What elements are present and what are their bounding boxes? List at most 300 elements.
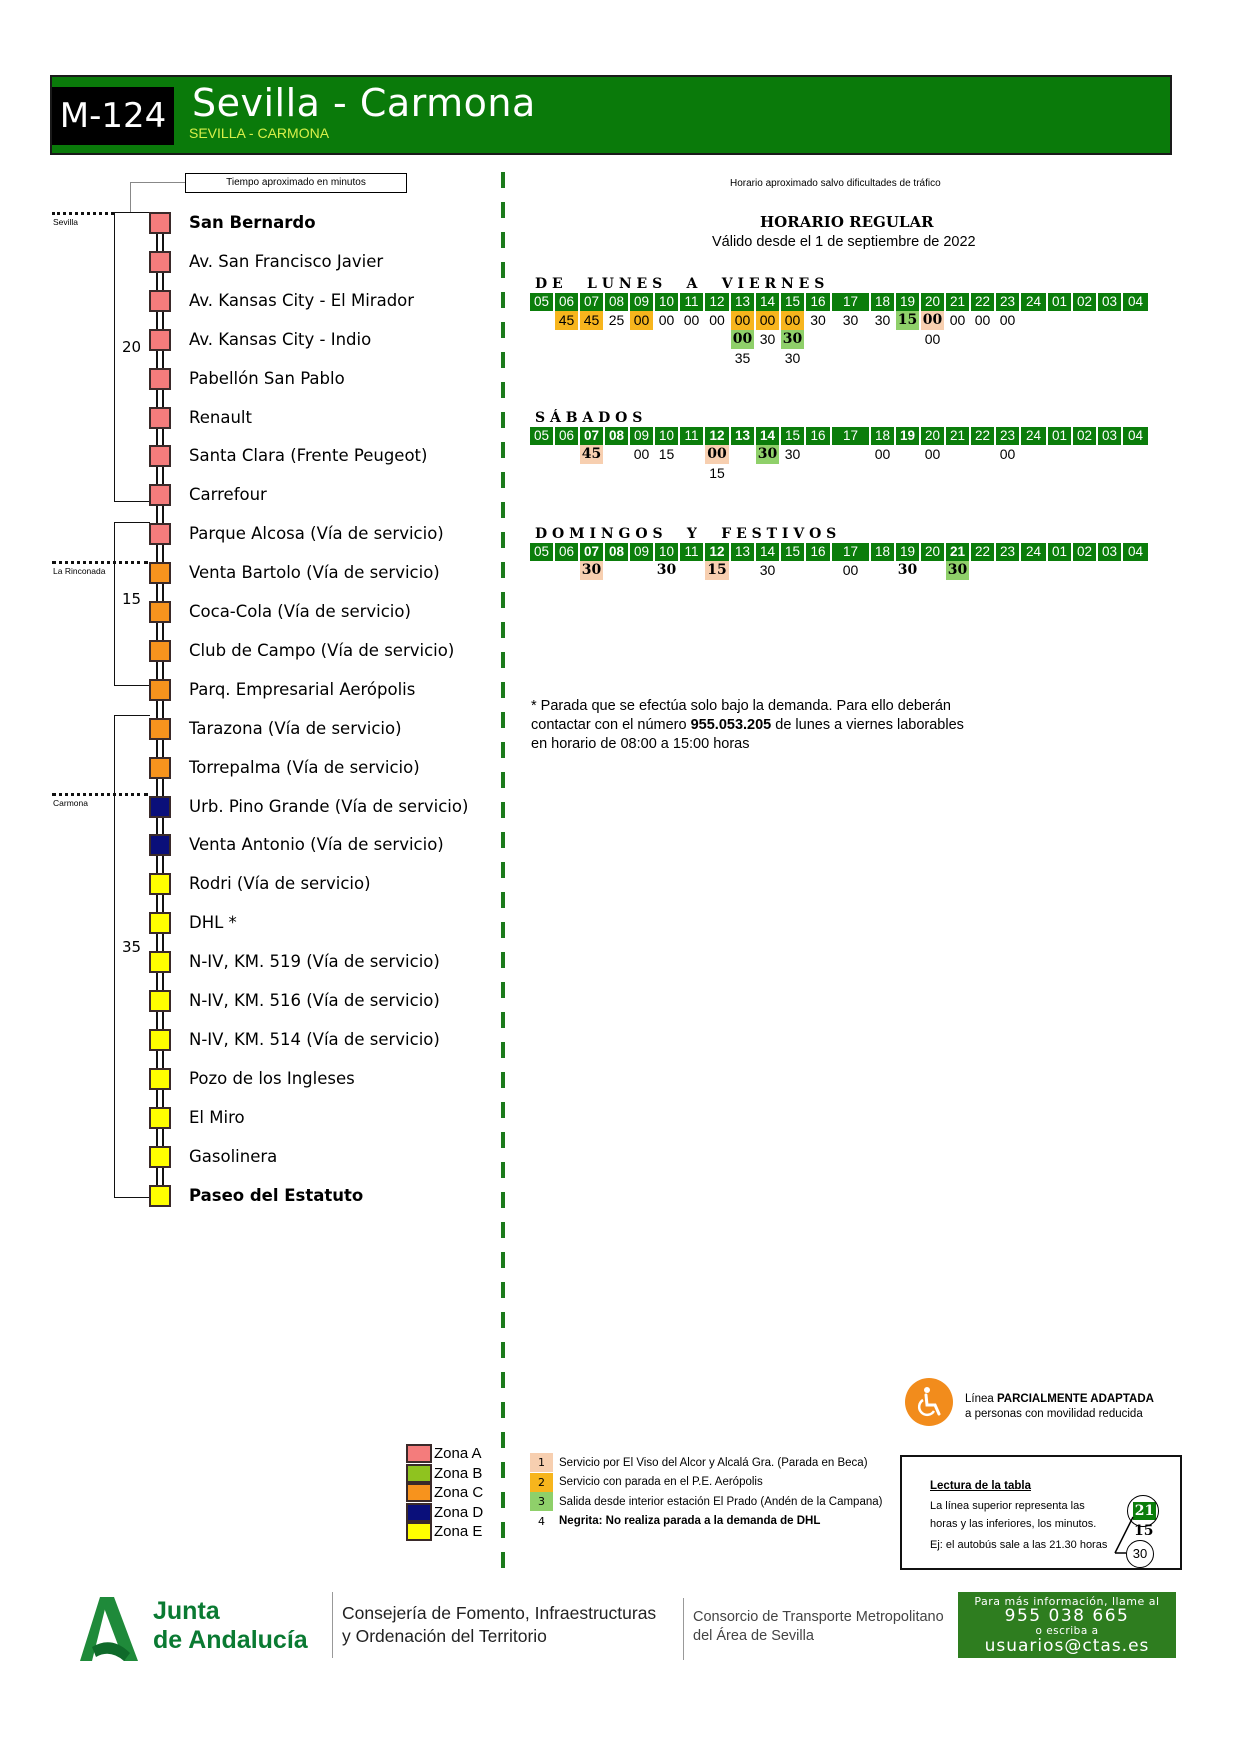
hour-cell: 14 — [756, 427, 779, 445]
accessibility-prefix: Línea — [965, 1393, 997, 1405]
hour-cell: 10 — [655, 293, 678, 311]
stop-name: Carrefour — [189, 485, 267, 505]
empty-cell — [1073, 561, 1096, 580]
empty-cell — [756, 464, 779, 483]
hour-cell: 03 — [1098, 293, 1121, 311]
stop-name: El Miro — [189, 1107, 245, 1127]
departure-minute: 00 — [922, 312, 943, 328]
table-reading-help — [900, 1455, 1182, 1570]
service-legend-item — [530, 1492, 882, 1511]
hour-cell: 09 — [630, 543, 653, 561]
legend-number: 4 — [538, 1514, 545, 1528]
hour-cell: 19 — [896, 427, 919, 445]
stop-marker — [149, 1068, 171, 1090]
consorcio-line2: del Área de Sevilla — [693, 1628, 814, 1644]
departure-minute: 45 — [581, 446, 602, 462]
stop-marker — [149, 290, 171, 312]
departure-minute: 15 — [709, 465, 725, 481]
stop-marker — [149, 445, 171, 467]
hour-cell: 18 — [871, 293, 894, 311]
example-minute-1: 15 — [1134, 1523, 1154, 1539]
empty-cell — [1021, 349, 1046, 368]
hour-cell: 06 — [555, 543, 578, 561]
hour-cell: 11 — [680, 427, 703, 445]
empty-cell — [1123, 349, 1148, 368]
footnote-line3: en horario de 08:00 a 15:00 horas — [531, 736, 750, 752]
empty-cell — [1098, 445, 1121, 464]
contact-phone[interactable]: 955 038 665 — [1004, 1606, 1130, 1626]
departure-minute: 15 — [897, 312, 918, 328]
zone-label: Zona B — [434, 1464, 483, 1482]
departure-minute: 00 — [949, 312, 966, 328]
hour-cell: 16 — [806, 543, 830, 561]
reading-help-line1: La línea superior representa las — [930, 1500, 1085, 1512]
empty-cell — [655, 464, 678, 483]
line-subtitle: SEVILLA - CARMONA — [189, 125, 330, 141]
hours-row — [530, 427, 1150, 445]
stop-name: Torrepalma (Vía de servicio) — [189, 757, 420, 777]
zone-label: Zona C — [434, 1484, 484, 1501]
hour-cell: 09 — [630, 427, 653, 445]
empty-cell — [680, 561, 703, 580]
schedule-note: Horario aproximado salvo dificultades de tráfico — [730, 178, 941, 189]
empty-cell — [1073, 445, 1096, 464]
accessibility-notice — [965, 1392, 1154, 1422]
day-title: S Á B A D O S — [535, 410, 643, 426]
empty-cell — [946, 330, 969, 349]
hour-cell: 24 — [1021, 543, 1046, 561]
stop-name: Venta Bartolo (Vía de servicio) — [189, 563, 440, 583]
zone-legend-item — [406, 1503, 483, 1522]
empty-cell — [996, 330, 1019, 349]
stop-name: Av. Kansas City - Indio — [189, 329, 372, 349]
departure-minute: 45 — [580, 311, 603, 330]
empty-cell — [655, 330, 678, 349]
empty-cell — [832, 464, 869, 483]
empty-cell — [580, 330, 603, 349]
stop-marker — [149, 1185, 171, 1207]
hour-cell: 22 — [971, 293, 994, 311]
zone-swatch — [406, 1522, 432, 1541]
departure-minute: 30 — [897, 562, 918, 578]
accessibility-line2: a personas con movilidad reducida — [965, 1408, 1143, 1420]
schedule-valid-from: Válido desde el 1 de septiembre de 2022 — [712, 234, 976, 250]
minutes-row — [530, 349, 1150, 368]
empty-cell — [555, 330, 578, 349]
hour-cell: 02 — [1073, 543, 1096, 561]
empty-cell — [530, 349, 553, 368]
hour-cell: 04 — [1123, 427, 1148, 445]
hour-cell: 08 — [605, 293, 628, 311]
day-schedule — [530, 410, 1150, 483]
empty-cell — [1021, 445, 1046, 464]
wheelchair-icon — [905, 1378, 953, 1426]
empty-cell — [781, 561, 804, 580]
hour-cell: 07 — [580, 427, 603, 445]
empty-cell — [1123, 311, 1148, 330]
empty-cell — [680, 330, 703, 349]
departure-minute: 30 — [759, 562, 776, 578]
hour-cell: 24 — [1021, 427, 1046, 445]
footnote-line1: * Parada que se efectúa solo bajo la demanda. Para ello deberán — [531, 698, 951, 714]
empty-cell — [680, 445, 703, 464]
day-schedule — [530, 526, 1150, 580]
hour-cell: 20 — [921, 427, 944, 445]
departure-minute: 00 — [732, 331, 753, 347]
empty-cell — [530, 464, 553, 483]
stop-name: Venta Antonio (Vía de servicio) — [189, 835, 444, 855]
hour-cell: 13 — [731, 543, 754, 561]
hour-cell: 06 — [555, 293, 578, 311]
hour-cell: 17 — [832, 427, 869, 445]
town-label: Carmona — [53, 798, 88, 808]
hour-cell: 05 — [530, 543, 553, 561]
empty-cell — [921, 464, 944, 483]
hour-cell: 19 — [896, 293, 919, 311]
stop-name: Tarazona (Vía de servicio) — [189, 718, 402, 738]
hour-cell: 23 — [996, 427, 1019, 445]
hour-cell: 01 — [1048, 543, 1071, 561]
stop-name: Pabellón San Pablo — [189, 368, 345, 388]
hour-cell: 08 — [605, 543, 628, 561]
empty-cell — [832, 330, 869, 349]
stop-name: Av. Kansas City - El Mirador — [189, 290, 415, 310]
contact-intro: Para más información, llame al — [974, 1595, 1160, 1608]
contact-info-box — [958, 1592, 1176, 1658]
stop-marker — [149, 796, 171, 818]
zone-label: Zona D — [434, 1503, 484, 1521]
departure-minute: 45 — [555, 311, 578, 330]
stop-marker — [149, 912, 171, 934]
hour-cell: 22 — [971, 543, 994, 561]
hour-cell: 03 — [1098, 543, 1121, 561]
town-label: Sevilla — [53, 217, 79, 227]
hour-cell: 07 — [580, 543, 603, 561]
departure-minute: 00 — [709, 312, 725, 328]
hour-cell: 17 — [832, 543, 869, 561]
stop-name: Club de Campo (Vía de servicio) — [189, 640, 455, 660]
stop-name: DHL * — [189, 913, 237, 933]
empty-cell — [1098, 349, 1121, 368]
stop-name: Renault — [189, 407, 252, 427]
legend-number: 1 — [530, 1453, 553, 1472]
consejeria-line1: Consejería de Fomento, Infraestructuras — [342, 1603, 657, 1623]
consejeria-name — [342, 1602, 656, 1648]
line-title: Sevilla - Carmona — [192, 81, 536, 125]
departure-minute: 00 — [756, 311, 779, 330]
departure-minute: 30 — [656, 562, 677, 578]
legend-text: Servicio por El Viso del Alcor y Alcalá Gra. (Parada en Beca) — [559, 1456, 868, 1469]
empty-cell — [971, 349, 994, 368]
departure-minute: 30 — [784, 446, 801, 462]
hour-cell: 16 — [806, 293, 830, 311]
legend-text: Servicio con parada en el P.E. Aerópolis — [559, 1476, 763, 1488]
reading-help-line3: Ej: el autobús sale a las 21.30 horas — [930, 1539, 1108, 1551]
empty-cell — [1098, 464, 1121, 483]
departure-minute: 00 — [924, 446, 941, 462]
contact-email[interactable]: usuarios@ctas.es — [984, 1636, 1150, 1656]
stop-name: N-IV, KM. 516 (Vía de servicio) — [189, 991, 440, 1010]
footer-separator — [683, 1598, 684, 1660]
hour-cell: 12 — [705, 543, 729, 561]
empty-cell — [680, 349, 703, 368]
example-connector-line — [1107, 1515, 1137, 1557]
day-schedule — [530, 276, 1150, 368]
hour-cell: 07 — [580, 293, 603, 311]
empty-cell — [555, 464, 578, 483]
empty-cell — [1048, 561, 1071, 580]
hour-cell: 24 — [1021, 293, 1046, 311]
hour-cell: 15 — [781, 543, 804, 561]
hour-cell: 20 — [921, 543, 944, 561]
departure-minute: 00 — [842, 562, 859, 578]
empty-cell — [630, 349, 653, 368]
zone-label: Zona A — [434, 1445, 482, 1462]
junta-line2: de Andalucía — [153, 1626, 308, 1654]
hour-cell: 08 — [605, 427, 628, 445]
travel-time-minutes: 20 — [122, 338, 144, 356]
empty-cell — [605, 464, 628, 483]
stop-marker — [149, 873, 171, 895]
hour-cell: 12 — [705, 293, 729, 311]
departure-minute: 00 — [633, 446, 650, 462]
zone-legend-item — [406, 1483, 483, 1502]
hour-cell: 21 — [946, 293, 969, 311]
hour-cell: 04 — [1123, 293, 1148, 311]
stop-marker — [149, 679, 171, 701]
departure-minute: 00 — [999, 446, 1016, 462]
hour-cell: 23 — [996, 293, 1019, 311]
empty-cell — [1021, 330, 1046, 349]
stop-marker — [149, 329, 171, 351]
empty-cell — [971, 464, 994, 483]
departure-minute: 00 — [705, 445, 729, 464]
empty-cell — [896, 330, 919, 349]
stop-marker — [149, 484, 171, 506]
stop-marker — [149, 368, 171, 390]
hour-cell: 03 — [1098, 427, 1121, 445]
empty-cell — [630, 464, 653, 483]
zone-legend-item — [406, 1464, 482, 1483]
departure-minute: 00 — [999, 312, 1016, 328]
junta-line1: Junta — [153, 1597, 220, 1625]
zone-legend-item — [406, 1522, 482, 1541]
hour-cell: 04 — [1123, 543, 1148, 561]
zone-swatch — [406, 1483, 432, 1502]
stop-marker — [149, 1029, 171, 1051]
dhl-footnote — [531, 697, 1031, 754]
footnote-text: contactar con el número — [531, 717, 691, 733]
hour-cell: 14 — [756, 293, 779, 311]
dashed-divider — [501, 172, 505, 1572]
empty-cell — [530, 561, 553, 580]
empty-cell — [530, 330, 553, 349]
stop-name: Pozo de los Ingleses — [189, 1068, 355, 1088]
empty-cell — [705, 330, 729, 349]
stop-name: Parq. Empresarial Aerópolis — [189, 679, 416, 699]
departure-minute: 00 — [630, 311, 653, 330]
empty-cell — [871, 464, 894, 483]
empty-cell — [1073, 311, 1096, 330]
empty-cell — [971, 330, 994, 349]
hour-cell: 11 — [680, 543, 703, 561]
empty-cell — [731, 561, 754, 580]
departure-minute: 00 — [924, 331, 941, 347]
hour-cell: 02 — [1073, 293, 1096, 311]
hour-cell: 10 — [655, 427, 678, 445]
stop-name: Urb. Pino Grande (Vía de servicio) — [189, 796, 469, 816]
empty-cell — [580, 349, 603, 368]
empty-cell — [605, 349, 628, 368]
departure-minute: 15 — [705, 561, 729, 580]
consorcio-name — [693, 1608, 944, 1646]
empty-cell — [705, 349, 729, 368]
empty-cell — [896, 445, 919, 464]
example-minute-2: 30 — [1126, 1540, 1154, 1568]
empty-cell — [1048, 330, 1071, 349]
stop-marker — [149, 1107, 171, 1129]
empty-cell — [1048, 311, 1071, 330]
zone-swatch — [406, 1464, 432, 1483]
town-boundary — [52, 212, 114, 215]
hour-cell: 16 — [806, 427, 830, 445]
empty-cell — [806, 445, 830, 464]
empty-cell — [1098, 311, 1121, 330]
hour-cell: 01 — [1048, 427, 1071, 445]
empty-cell — [680, 464, 703, 483]
departure-minute: 15 — [658, 446, 675, 462]
hour-cell: 11 — [680, 293, 703, 311]
consejeria-line2: y Ordenación del Territorio — [342, 1626, 547, 1646]
empty-cell — [605, 445, 628, 464]
line-code-badge: M-124 — [52, 87, 174, 145]
hour-cell: 13 — [731, 293, 754, 311]
schedule-title: HORARIO REGULAR — [760, 213, 934, 231]
departure-minute: 30 — [759, 331, 776, 347]
empty-cell — [871, 330, 894, 349]
town-boundary — [52, 793, 148, 796]
accessibility-level: PARCIALMENTE ADAPTADA — [996, 1393, 1154, 1405]
legend-number: 3 — [530, 1492, 553, 1511]
hour-cell: 05 — [530, 427, 553, 445]
day-title: D O M I N G O S Y F E S T I V O S — [535, 526, 837, 542]
departure-minute: 30 — [842, 312, 859, 328]
empty-cell — [1098, 561, 1121, 580]
hour-cell: 18 — [871, 427, 894, 445]
hour-cell: 01 — [1048, 293, 1071, 311]
empty-cell — [731, 445, 754, 464]
empty-cell — [832, 349, 869, 368]
empty-cell — [806, 464, 830, 483]
empty-cell — [555, 349, 578, 368]
empty-cell — [871, 349, 894, 368]
stop-marker — [149, 640, 171, 662]
empty-cell — [946, 349, 969, 368]
empty-cell — [921, 349, 944, 368]
empty-cell — [946, 445, 969, 464]
departure-minute: 25 — [608, 312, 625, 328]
empty-cell — [1123, 445, 1148, 464]
empty-cell — [1021, 311, 1046, 330]
departure-minute: 30 — [757, 446, 778, 462]
empty-cell — [946, 464, 969, 483]
stop-name: Santa Clara (Frente Peugeot) — [189, 446, 428, 466]
empty-cell — [896, 349, 919, 368]
hour-cell: 21 — [946, 427, 969, 445]
departure-minute: 35 — [734, 350, 751, 366]
empty-cell — [605, 561, 628, 580]
empty-cell — [555, 561, 578, 580]
legend-number: 2 — [530, 1473, 553, 1492]
stop-marker — [149, 834, 171, 856]
departure-minute: 00 — [781, 311, 804, 330]
hour-cell: 13 — [731, 427, 754, 445]
stop-marker — [149, 251, 171, 273]
minutes-row — [530, 311, 1150, 330]
service-legend-item — [530, 1473, 763, 1492]
day-title: D E L U N E S A V I E R N E S — [535, 276, 825, 292]
empty-cell — [896, 464, 919, 483]
departure-minute: 30 — [874, 312, 891, 328]
empty-cell — [806, 561, 830, 580]
stop-name: Parque Alcosa (Vía de servicio) — [189, 524, 444, 544]
departure-minute: 00 — [658, 312, 675, 328]
zone-swatch — [406, 1503, 432, 1522]
legend-text: Negrita: No realiza parada a la demanda de DHL — [559, 1515, 821, 1527]
stop-marker — [149, 951, 171, 973]
stop-marker — [149, 757, 171, 779]
empty-cell — [871, 561, 894, 580]
travel-time-bracket — [114, 715, 150, 1198]
minutes-row — [530, 445, 1150, 464]
stop-name: N-IV, KM. 519 (Vía de servicio) — [189, 952, 440, 972]
reading-help-title: Lectura de la tabla — [930, 1480, 1031, 1492]
junta-andalucia-wordmark — [153, 1597, 308, 1655]
departure-minute: 30 — [782, 331, 803, 347]
junta-andalucia-logo-icon — [78, 1595, 146, 1663]
departure-minute: 00 — [731, 311, 754, 330]
time-label-box: Tiempo aproximado en minutos — [185, 173, 407, 193]
stop-name: Coca-Cola (Vía de servicio) — [189, 602, 411, 621]
empty-cell — [971, 561, 994, 580]
empty-cell — [1123, 464, 1148, 483]
stop-marker — [149, 990, 171, 1012]
reading-help-line2: horas y las inferiores, los minutos. — [930, 1518, 1097, 1530]
departure-minute: 00 — [874, 446, 891, 462]
hour-cell: 23 — [996, 543, 1019, 561]
stop-marker — [149, 601, 171, 623]
departure-minute: 30 — [784, 350, 801, 366]
empty-cell — [832, 445, 869, 464]
zone-label: Zona E — [434, 1523, 483, 1540]
stop-marker — [149, 212, 171, 234]
empty-cell — [605, 330, 628, 349]
empty-cell — [1048, 464, 1071, 483]
stop-marker — [149, 407, 171, 429]
empty-cell — [996, 561, 1019, 580]
travel-time-minutes: 35 — [122, 938, 144, 956]
hour-cell: 19 — [896, 543, 919, 561]
departure-minute: 00 — [683, 312, 700, 328]
hour-cell: 17 — [832, 293, 869, 311]
stop-name: Rodri (Vía de servicio) — [189, 874, 371, 894]
empty-cell — [971, 445, 994, 464]
empty-cell — [630, 330, 653, 349]
departure-minute: 30 — [810, 312, 826, 328]
empty-cell — [1048, 349, 1071, 368]
hour-cell: 22 — [971, 427, 994, 445]
empty-cell — [630, 561, 653, 580]
